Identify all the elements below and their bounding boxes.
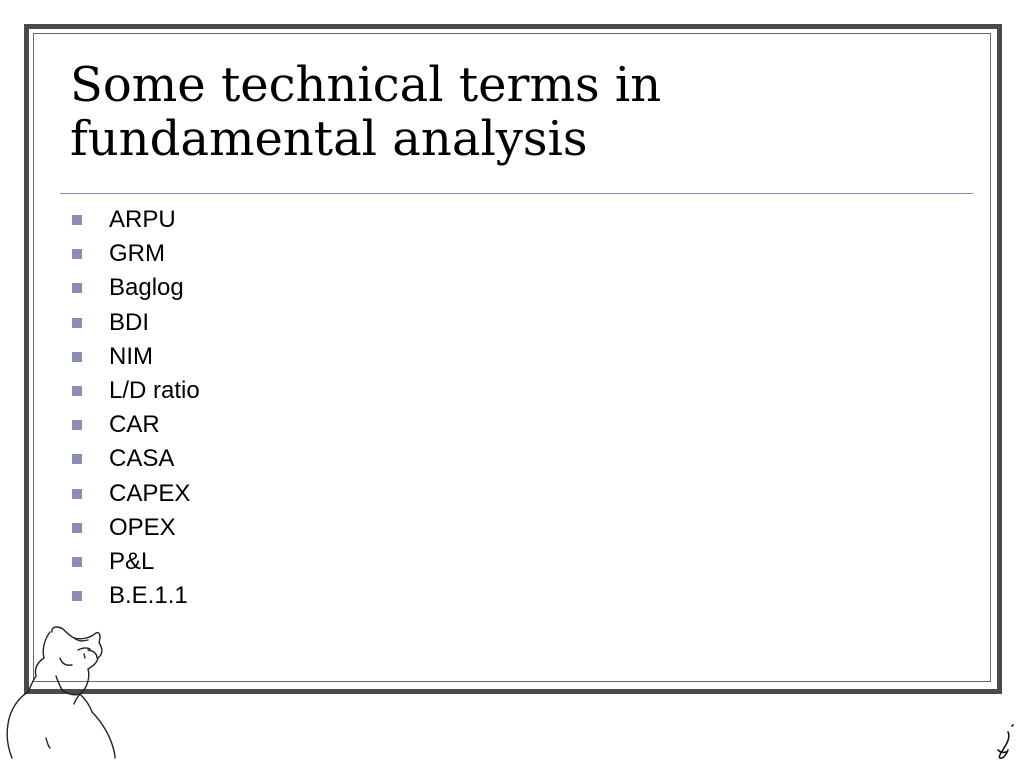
list-item	[72, 374, 200, 408]
square-bullet-icon	[72, 352, 82, 362]
list-item	[72, 271, 200, 305]
square-bullet-icon	[72, 283, 82, 293]
term-label: CASA	[109, 445, 175, 473]
square-bullet-icon	[72, 215, 82, 225]
list-item	[72, 203, 200, 237]
square-bullet-icon	[72, 591, 82, 601]
square-bullet-icon	[72, 318, 82, 328]
square-bullet-icon	[72, 557, 82, 567]
list-item	[72, 511, 200, 545]
list-item	[72, 545, 200, 579]
term-label: GRM	[109, 240, 165, 268]
list-item	[72, 579, 200, 613]
signature-mark-icon	[990, 720, 1020, 762]
term-label: ARPU	[109, 206, 176, 233]
slide-title: Some technical terms in fundamental analysis	[70, 57, 662, 167]
term-label: OPEX	[109, 513, 176, 541]
square-bullet-icon	[72, 489, 82, 499]
list-item	[72, 442, 200, 476]
square-bullet-icon	[72, 420, 82, 430]
list-item	[72, 340, 200, 374]
term-label: Baglog	[109, 274, 184, 302]
square-bullet-icon	[72, 454, 82, 464]
list-item	[72, 477, 200, 511]
term-label: CAR	[109, 411, 160, 439]
list-item	[72, 306, 200, 340]
term-list	[72, 203, 200, 613]
list-item	[72, 237, 200, 271]
term-label: CAPEX	[109, 479, 191, 507]
title-divider	[60, 193, 973, 194]
term-label: NIM	[109, 342, 153, 370]
term-label: B.E.1.1	[109, 582, 188, 610]
term-label: L/D ratio	[109, 376, 200, 404]
list-item	[72, 408, 200, 442]
square-bullet-icon	[72, 386, 82, 396]
cartoon-mascot-icon	[0, 620, 140, 760]
square-bullet-icon	[72, 523, 82, 533]
term-label: BDI	[109, 308, 150, 336]
square-bullet-icon	[72, 249, 82, 259]
term-label: P&L	[109, 547, 155, 575]
